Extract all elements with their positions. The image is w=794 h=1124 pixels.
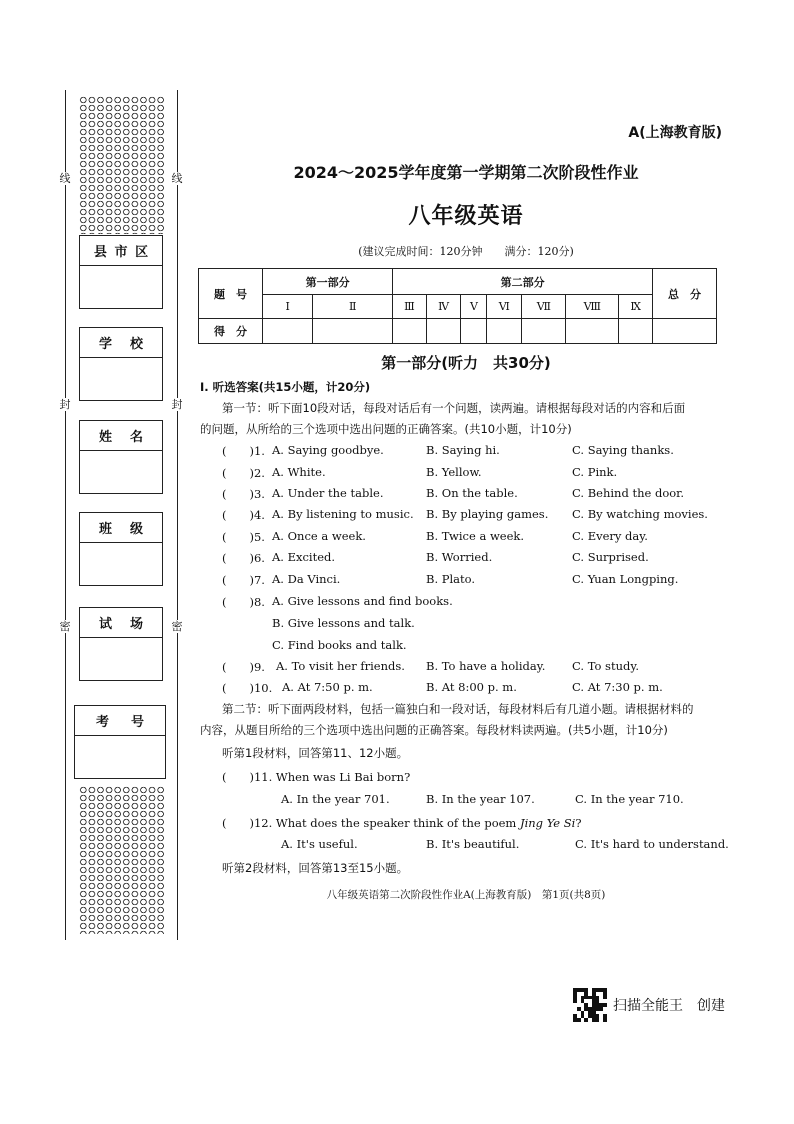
subject-title: 八年级英语	[408, 204, 524, 229]
seal-char: 密	[171, 620, 183, 633]
qr-code-icon	[573, 988, 607, 1022]
option-a: A. Once a week.	[272, 529, 366, 543]
name-label: 姓 名	[80, 421, 162, 451]
score-cell[interactable]	[313, 319, 393, 344]
score-table	[198, 268, 717, 344]
option-c: C. Find books and talk.	[272, 638, 407, 652]
seal-char: 线	[59, 172, 71, 185]
name-box[interactable]	[79, 420, 163, 494]
score-cell[interactable]	[566, 319, 619, 344]
instruction-line: 第二节：听下面两段材料，包括一篇独白和一段对话，每段材料后有几道小题。请根据材料的	[222, 702, 694, 716]
numeral-cell: Ⅲ	[393, 295, 427, 319]
question-number[interactable]: ( )3.	[222, 487, 265, 501]
question-number[interactable]: ( )8.	[222, 595, 265, 609]
name-field[interactable]	[80, 451, 162, 493]
binding-strip	[55, 90, 185, 940]
option-b: B. Give lessons and talk.	[272, 616, 415, 630]
exam-number-box[interactable]	[74, 705, 166, 779]
row-label-item: 题 号	[199, 269, 263, 319]
option-a: A. By listening to music.	[272, 507, 414, 521]
exam-room-label: 试 场	[80, 608, 162, 638]
seal-char: 线	[171, 172, 183, 185]
part1-header: 第一部分	[263, 269, 393, 295]
numeral-cell: Ⅶ	[522, 295, 566, 319]
option-c: C. Yuan Longping.	[572, 572, 679, 586]
option-b: B. On the table.	[426, 486, 518, 500]
option-a: A. Saying goodbye.	[272, 443, 384, 457]
option-b: B. Yellow.	[426, 465, 482, 479]
poem-title: Jing Ye Si	[519, 816, 576, 830]
question-stem[interactable]: ( )11. When was Li Bai born?	[222, 770, 411, 784]
option-a: A. White.	[272, 465, 326, 479]
school-label: 学 校	[80, 328, 162, 358]
numeral-cell: Ⅱ	[313, 295, 393, 319]
exam-title: 2024～2025学年度第一学期第二次阶段性作业	[293, 163, 639, 182]
score-cell[interactable]	[393, 319, 427, 344]
score-cell[interactable]	[426, 319, 461, 344]
section-title: Ⅰ. 听选答案(共15小题，计20分)	[200, 380, 371, 394]
numeral-cell: Ⅰ	[263, 295, 313, 319]
score-cell[interactable]	[619, 319, 653, 344]
option-a: A. Excited.	[272, 550, 336, 564]
option-a: A. At 7:50 p. m.	[282, 680, 373, 694]
instruction-line: 第一节：听下面10段对话，每段对话后有一个问题，读两遍。请根据每段对话的内容和后面	[222, 401, 686, 415]
exam-room-box[interactable]	[79, 607, 163, 681]
total-header: 总 分	[653, 269, 717, 319]
school-box[interactable]	[79, 327, 163, 401]
numeral-cell: Ⅵ	[487, 295, 522, 319]
option-c: C. It's hard to understand.	[575, 837, 729, 851]
edition-label: A(上海教育版)	[628, 125, 722, 141]
question-stem[interactable]: ( )12. What does the speaker think of the poem Jing Ye Si?	[222, 816, 582, 830]
binding-line-left	[65, 90, 66, 940]
option-b: B. Plato.	[426, 572, 476, 586]
school-field[interactable]	[80, 358, 162, 400]
exam-room-field[interactable]	[80, 638, 162, 680]
seal-char: 封	[59, 398, 71, 411]
instruction-line: 内容，从题目所给的三个选项中选出问题的正确答案。每段材料读两遍。(共5小题，计10分)	[200, 723, 668, 737]
option-a: A. To visit her friends.	[276, 659, 405, 673]
option-c: C. Every day.	[572, 529, 648, 543]
numeral-cell: Ⅸ	[619, 295, 653, 319]
score-cell[interactable]	[461, 319, 487, 344]
class-label: 班 级	[80, 513, 162, 543]
class-field[interactable]	[80, 543, 162, 585]
option-a: A. Da Vinci.	[272, 572, 341, 586]
option-a: A. Under the table.	[272, 486, 384, 500]
option-c: C. Behind the door.	[572, 486, 685, 500]
score-cell[interactable]	[522, 319, 566, 344]
district-box[interactable]	[79, 235, 163, 309]
perforation-dots	[79, 786, 165, 934]
exam-number-label: 考 号	[75, 706, 165, 736]
instruction-line: 的问题，从所给的三个选项中选出问题的正确答案。(共10小题，计10分)	[200, 422, 572, 436]
option-c: C. Saying thanks.	[572, 443, 674, 457]
scanner-watermark	[573, 988, 725, 1022]
option-c: C. To study.	[572, 659, 639, 673]
seal-char: 密	[59, 620, 71, 633]
row-label-score: 得 分	[199, 319, 263, 344]
part-heading: 第一部分(听力 共30分)	[381, 354, 551, 372]
numeral-cell: Ⅳ	[426, 295, 461, 319]
question-number[interactable]: ( )4.	[222, 508, 265, 522]
option-c: C. At 7:30 p. m.	[572, 680, 663, 694]
option-c: C. By watching movies.	[572, 507, 708, 521]
option-b: B. At 8:00 p. m.	[426, 680, 517, 694]
exam-number-field[interactable]	[75, 736, 165, 778]
question-number[interactable]: ( )7.	[222, 573, 265, 587]
option-b: B. Worried.	[426, 550, 493, 564]
class-box[interactable]	[79, 512, 163, 586]
option-a: A. It's useful.	[281, 837, 358, 851]
option-b: B. It's beautiful.	[426, 837, 520, 851]
question-number[interactable]: ( )10.	[222, 681, 273, 695]
scanner-brand-text: 扫描全能王 创建	[613, 998, 725, 1014]
time-and-score-note: (建议完成时间：120分钟 满分：120分)	[358, 245, 574, 258]
district-label: 县 市 区	[80, 236, 162, 266]
numeral-cell: Ⅷ	[566, 295, 619, 319]
option-c: C. In the year 710.	[575, 792, 684, 806]
score-cell[interactable]	[263, 319, 313, 344]
option-b: B. By playing games.	[426, 507, 549, 521]
binding-line-right	[177, 90, 178, 940]
option-a: A. In the year 701.	[281, 792, 390, 806]
listen-note: 听第2段材料，回答第13至15小题。	[222, 861, 409, 875]
district-field[interactable]	[80, 266, 162, 308]
page-footer: 八年级英语第二次阶段性作业A(上海教育版) 第1页(共8页)	[326, 889, 606, 901]
option-b: B. Saying hi.	[426, 443, 500, 457]
seal-char: 封	[171, 398, 183, 411]
question-number[interactable]: ( )5.	[222, 530, 265, 544]
option-b: B. Twice a week.	[426, 529, 525, 543]
score-cell[interactable]	[487, 319, 522, 344]
option-c: C. Pink.	[572, 465, 618, 479]
option-a: A. Give lessons and find books.	[272, 594, 453, 608]
option-b: B. To have a holiday.	[426, 659, 546, 673]
question-number[interactable]: ( )9.	[222, 660, 265, 674]
option-b: B. In the year 107.	[426, 792, 535, 806]
option-c: C. Surprised.	[572, 550, 649, 564]
question-number[interactable]: ( )1.	[222, 444, 265, 458]
question-number[interactable]: ( )6.	[222, 551, 265, 565]
perforation-dots	[79, 96, 165, 234]
total-score-cell[interactable]	[653, 319, 717, 344]
part2-header: 第二部分	[393, 269, 653, 295]
listen-note: 听第1段材料，回答第11、12小题。	[222, 746, 409, 760]
numeral-cell: Ⅴ	[461, 295, 487, 319]
question-number[interactable]: ( )2.	[222, 466, 265, 480]
